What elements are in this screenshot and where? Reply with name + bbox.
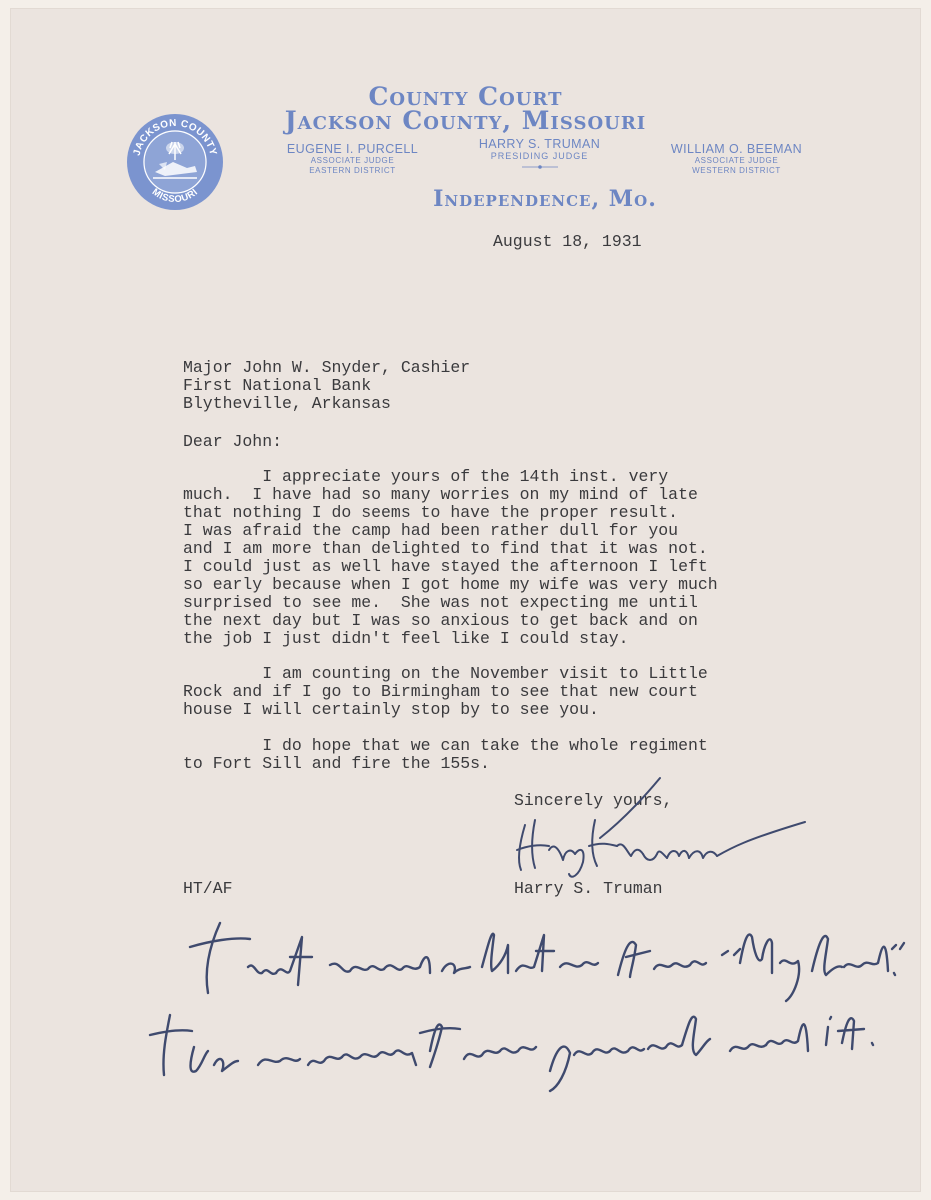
letterhead-court-name: County Court <box>368 82 563 111</box>
handwritten-postscript <box>130 915 910 1095</box>
letterhead-county-name: Jackson County, Missouri <box>284 106 647 135</box>
letterhead-ornament <box>520 163 560 171</box>
recipient-address: Major John W. Snyder, Cashier First National Bank Blytheville, Arkansas <box>183 358 471 413</box>
body-paragraph-1: I appreciate yours of the 14th inst. very much. I have had so many worries on my mind of late that nothing I do seems to have the proper result. I was afraid the camp had been rather dull for you and I am more than delighted to find that it was not. I could just as well have stayed the afternoon I left so early because when I got home my wife was very much surprised to see me. She was not expecting me until the next day but I was so anxious to get back and on the job I just didn't feel like I could stay. <box>183 467 718 648</box>
judge-name: EUGENE I. PURCELL <box>286 142 419 156</box>
svg-text:MISSOURI: MISSOURI <box>149 186 201 206</box>
judge-name: HARRY S. TRUMAN <box>478 137 601 151</box>
letter-date: August 18, 1931 <box>493 232 642 251</box>
judge-eastern <box>285 142 420 176</box>
judge-presiding <box>472 137 607 161</box>
letterhead-city: Independence, Mo. <box>433 186 657 212</box>
body-paragraph-3: I do hope that we can take the whole regiment to Fort Sill and fire the 155s. <box>183 736 708 773</box>
judge-title: ASSOCIATE JUDGE <box>694 156 779 165</box>
judge-name: WILLIAM O. BEEMAN <box>670 142 803 156</box>
svg-text:JACKSON COUNTY: JACKSON COUNTY <box>131 117 219 157</box>
body-paragraph-2: I am counting on the November visit to Little Rock and if I go to Birmingham to see that new court house I will certainly stop by to see you. <box>183 664 708 719</box>
judge-title: ASSOCIATE JUDGE <box>310 156 395 165</box>
judge-district: EASTERN DISTRICT <box>309 166 396 175</box>
closing: Sincerely yours, <box>514 791 673 810</box>
judge-title: PRESIDING JUDGE <box>490 151 589 161</box>
judge-district: WESTERN DISTRICT <box>692 166 781 175</box>
judge-western <box>664 142 809 176</box>
typist-initials: HT/AF <box>183 879 233 898</box>
typed-signer-name: Harry S. Truman <box>514 879 663 898</box>
salutation: Dear John: <box>183 432 283 451</box>
handwritten-signature <box>505 770 815 885</box>
